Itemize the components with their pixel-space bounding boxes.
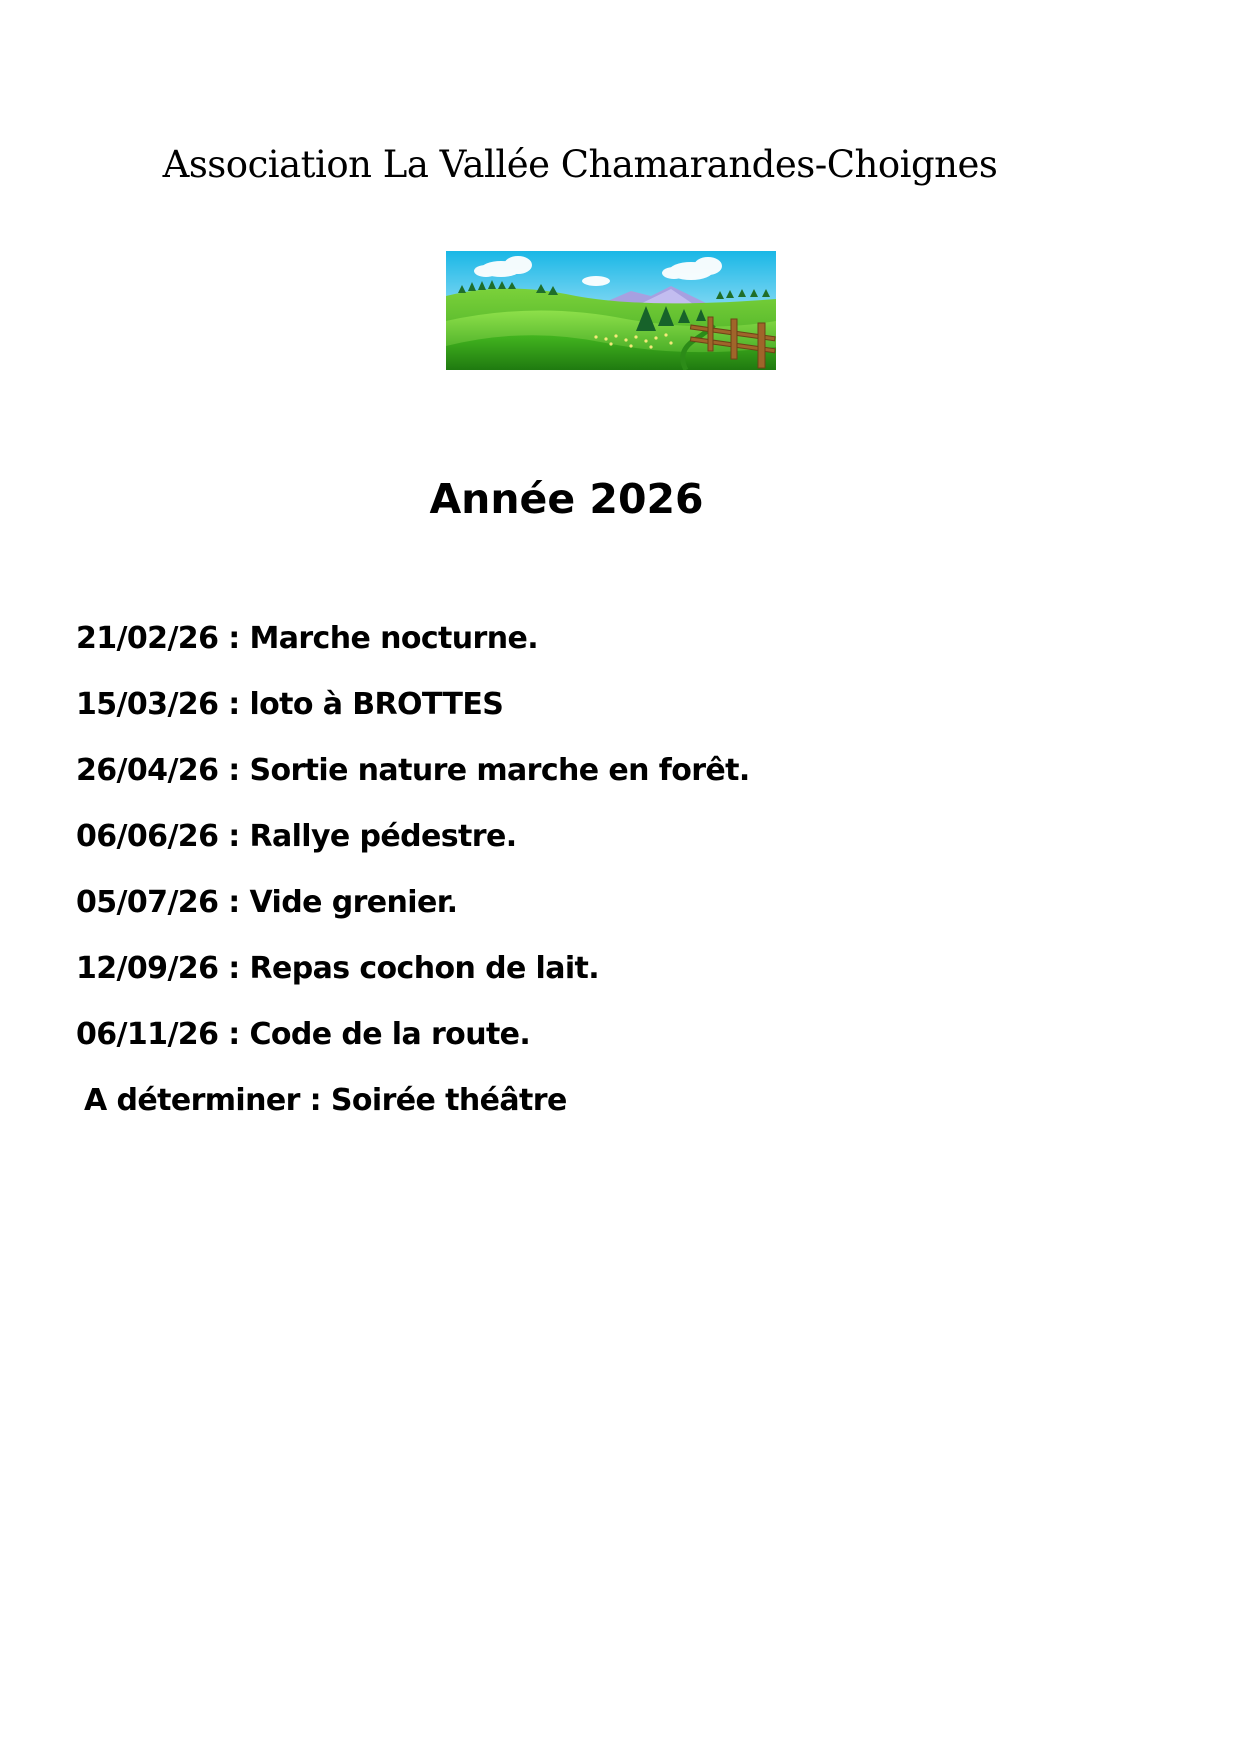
event-date: 06/06/26 xyxy=(76,819,219,854)
event-item xyxy=(76,1079,750,1145)
event-date: 26/04/26 xyxy=(76,753,219,788)
event-list xyxy=(76,617,750,1145)
event-item xyxy=(76,617,750,683)
event-item xyxy=(76,815,750,881)
event-separator: : xyxy=(218,621,250,656)
event-separator: : xyxy=(218,819,250,854)
event-separator: : xyxy=(218,1017,250,1052)
event-label: Rallye pédestre. xyxy=(249,819,517,854)
event-separator: : xyxy=(218,753,250,788)
event-separator: : xyxy=(299,1083,331,1118)
event-item xyxy=(76,749,750,815)
event-date: 05/07/26 xyxy=(76,885,219,920)
event-label: Soirée théâtre xyxy=(330,1083,567,1118)
event-item xyxy=(76,1013,750,1079)
event-label: Marche nocturne. xyxy=(249,621,539,656)
event-separator: : xyxy=(218,885,250,920)
year-title: Année 2026 xyxy=(429,475,704,523)
event-label: Repas cochon de lait. xyxy=(249,951,600,986)
event-separator: : xyxy=(218,951,250,986)
event-item xyxy=(76,683,750,749)
event-separator: : xyxy=(218,687,250,722)
event-label: loto à BROTTES xyxy=(249,687,504,722)
event-date: A déterminer xyxy=(84,1083,300,1118)
event-label: Vide grenier. xyxy=(249,885,458,920)
event-item xyxy=(76,947,750,1013)
event-item xyxy=(76,881,750,947)
event-label: Sortie nature marche en forêt. xyxy=(249,753,750,788)
event-date: 21/02/26 xyxy=(76,621,219,656)
landscape-banner-image xyxy=(446,251,776,370)
event-date: 12/09/26 xyxy=(76,951,219,986)
event-label: Code de la route. xyxy=(249,1017,531,1052)
event-date: 06/11/26 xyxy=(76,1017,219,1052)
organization-title: Association La Vallée Chamarandes-Choignes xyxy=(162,143,998,186)
event-date: 15/03/26 xyxy=(76,687,219,722)
